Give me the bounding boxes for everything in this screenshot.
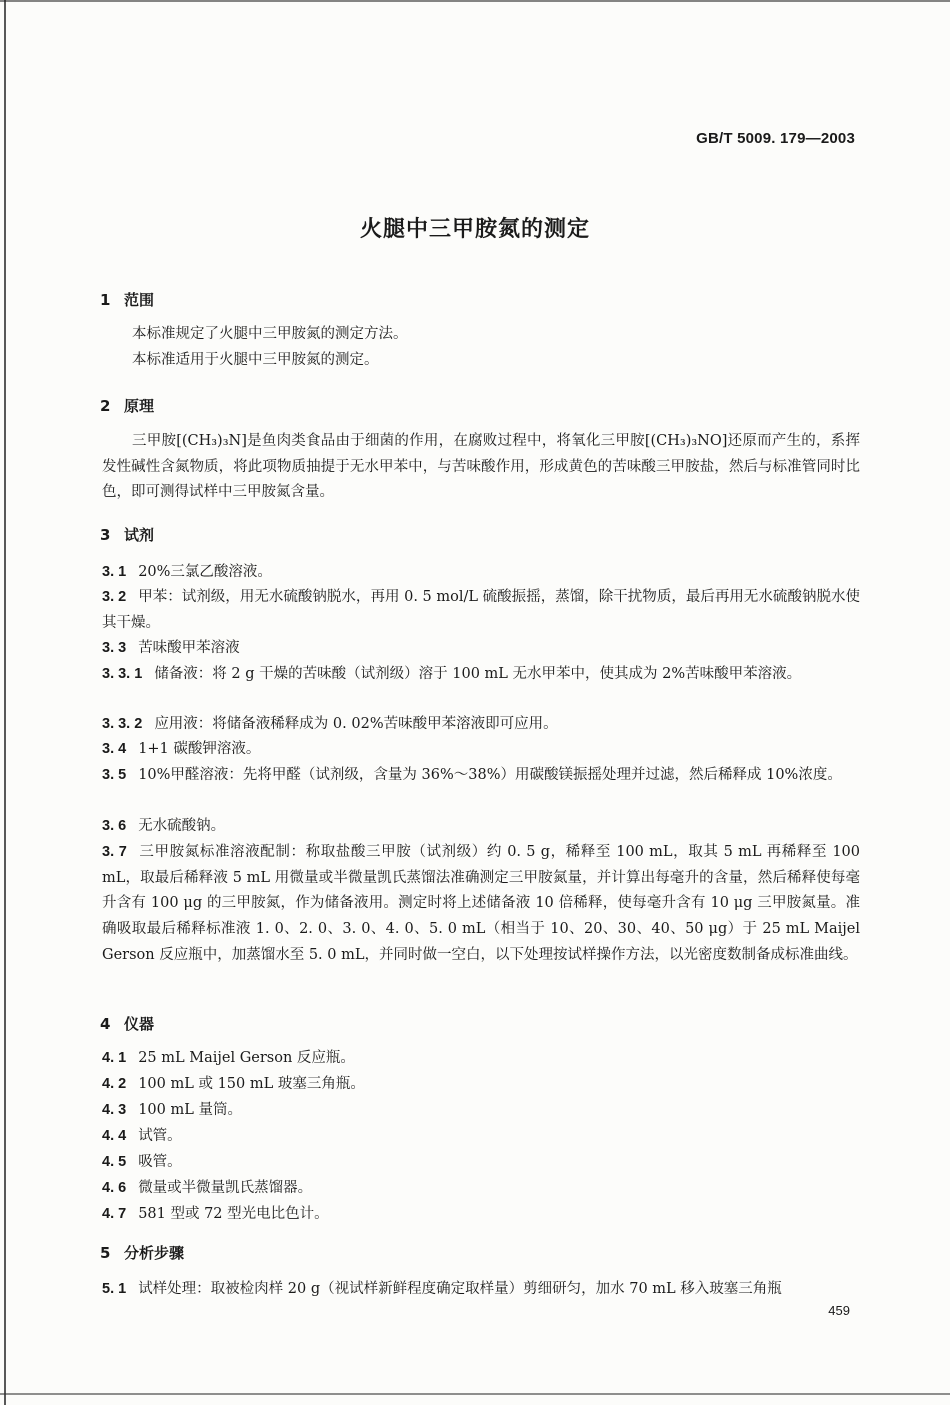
item-text: 应用液：将储备液稀释成为 0. 02%苦味酸甲苯溶液即可应用。 (154, 716, 558, 732)
list-item (102, 662, 860, 688)
item-text: 三甲胺氮标准溶液配制：称取盐酸三甲胺（试剂级）约 0. 5 g，稀释至 100 mL，取其 5 mL 再稀释至 100 mL，取最后稀释液 5 mL 用微量或半微量凯氏蒸馏法准确测定三甲胺氮量，并计算出每毫升的含量，然后稀释使每毫升含有 100 μg 的三甲胺氮，作为储备液用。测定时将上述储备液 10 倍稀释，使每毫升含有 10 μg 三甲胺氮量。准确吸取最后稀释标准液 1. 0、2. 0、3. 0、4. 0、5. 0 mL（相当于 10、20、30、40、50 μg）于 25 mL Maijel Gerson 反应瓶中，加蒸馏水至 5. 0 mL，并同时做一空白，以下处理按试样操作方法，以光密度数制备成标准曲线。 (102, 844, 861, 963)
item-text: 20%三氯乙酸溶液。 (138, 564, 272, 580)
list-item (102, 763, 860, 789)
item-number: 4. 4 (102, 1128, 127, 1144)
list-item (102, 814, 860, 840)
paragraph: 本标准适用于火腿中三甲胺氮的测定。 (132, 352, 379, 368)
section-title: 分析步骤 (124, 1244, 185, 1262)
item-text: 试管。 (138, 1128, 182, 1144)
item-text: 吸管。 (138, 1154, 182, 1170)
item-number: 3. 7 (102, 844, 127, 860)
list-item (102, 712, 860, 738)
item-number: 3. 3. 2 (102, 716, 143, 732)
list-item (102, 1277, 860, 1303)
item-text: 甲苯：试剂级，用无水硫酸钠脱水，再用 0. 5 mol/L 硫酸振摇，蒸馏，除干扰物质，最后再用无水硫酸钠脱水使其干燥。 (102, 589, 860, 631)
item-number: 3. 3. 1 (102, 666, 143, 682)
scan-edge-left (4, 0, 6, 1405)
section-heading-procedure (100, 1242, 184, 1263)
section-heading-scope (100, 289, 154, 310)
item-text: 1+1 碳酸钾溶液。 (138, 741, 261, 757)
section-number: 5 (100, 1244, 111, 1262)
page-number: 459 (828, 1303, 850, 1318)
item-number: 4. 2 (102, 1076, 127, 1092)
item-text: 100 mL 量筒。 (138, 1102, 242, 1118)
list-item (102, 560, 860, 586)
section-title: 范围 (124, 291, 155, 309)
item-text: 无水硫酸钠。 (138, 818, 226, 834)
item-number: 3. 1 (102, 564, 127, 580)
section-number: 2 (100, 397, 111, 415)
section-heading-reagents (100, 524, 154, 545)
list-item (102, 1202, 860, 1228)
item-text: 25 mL Maijel Gerson 反应瓶。 (138, 1050, 355, 1066)
item-number: 4. 7 (102, 1206, 127, 1222)
item-number: 4. 5 (102, 1154, 127, 1170)
item-number: 4. 3 (102, 1102, 127, 1118)
item-number: 3. 5 (102, 767, 127, 783)
item-number: 3. 4 (102, 741, 127, 757)
item-number: 3. 3 (102, 640, 127, 656)
list-item (102, 636, 860, 662)
item-text: 微量或半微量凯氏蒸馏器。 (138, 1180, 313, 1196)
list-item (102, 1124, 860, 1150)
section-title: 原理 (124, 397, 155, 415)
section-heading-apparatus (100, 1013, 154, 1034)
list-item (102, 1176, 860, 1202)
list-item (102, 1150, 860, 1176)
document-title: 火腿中三甲胺氮的测定 (359, 217, 590, 242)
list-item (102, 737, 860, 763)
item-text: 581 型或 72 型光电比色计。 (138, 1206, 329, 1222)
item-number: 3. 2 (102, 589, 127, 605)
section-heading-principle (100, 395, 154, 416)
item-number: 4. 6 (102, 1180, 127, 1196)
item-number: 3. 6 (102, 818, 127, 834)
list-item (102, 840, 860, 969)
list-item (102, 1098, 860, 1124)
item-text: 试样处理：取被检肉样 20 g（视试样新鲜程度确定取样量）剪细研匀，加水 70 mL 移入玻塞三角瓶 (138, 1281, 782, 1297)
scan-edge-top (0, 0, 950, 2)
scan-edge-bottom (0, 1393, 950, 1395)
section-number: 1 (100, 291, 111, 309)
list-item (102, 1072, 860, 1098)
standard-code: GB/T 5009. 179—2003 (696, 130, 855, 147)
item-number: 4. 1 (102, 1050, 127, 1066)
item-text: 苦味酸甲苯溶液 (138, 640, 240, 656)
item-number: 5. 1 (102, 1281, 127, 1297)
section-title: 仪器 (124, 1015, 155, 1033)
paragraph: 三甲胺[(CH₃)₃N]是鱼肉类食品由于细菌的作用，在腐败过程中，将氧化三甲胺[(CH₃)₃NO]还原而产生的，系挥发性碱性含氮物质，将此项物质抽提于无水甲苯中，与苦味酸作用，形成黄色的苦味酸三甲胺盐，然后与标准管同时比色，即可测得试样中三甲胺氮含量。 (102, 433, 860, 501)
list-item (102, 585, 860, 636)
section-number: 3 (100, 526, 111, 544)
section-title: 试剂 (124, 526, 155, 544)
list-item (102, 1046, 860, 1072)
item-text: 储备液：将 2 g 干燥的苦味酸（试剂级）溶于 100 mL 无水甲苯中，使其成为 2%苦味酸甲苯溶液。 (154, 666, 802, 682)
item-text: 10%甲醛溶液：先将甲醛（试剂级，含量为 36%～38%）用碳酸镁振摇处理并过滤，然后稀释成 10%浓度。 (138, 767, 842, 783)
section-number: 4 (100, 1015, 111, 1033)
item-text: 100 mL 或 150 mL 玻塞三角瓶。 (138, 1076, 365, 1092)
paragraph: 本标准规定了火腿中三甲胺氮的测定方法。 (132, 326, 408, 342)
